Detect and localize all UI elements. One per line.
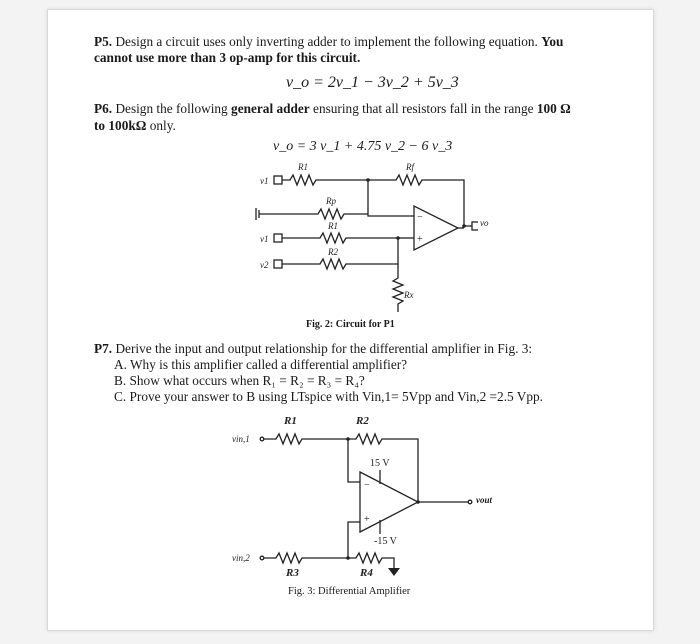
p5-text: Design a circuit uses only inverting adder to implement the following equation. (115, 34, 538, 49)
p7-text: Derive the input and output relationship for the differential amplifier in Fig. 3: (115, 341, 533, 356)
fig2-caption: Fig. 2: Circuit for P1 (306, 319, 395, 330)
label-r4: R4 (360, 567, 373, 579)
terminal-top (274, 176, 282, 184)
p7-item-c: C. Prove your answer to B using LTspice with Vin,1= 5Vpp and Vin,2 =2.5 Vpp. (114, 389, 543, 404)
label-r1-top: R1 (298, 162, 308, 172)
p7-item-b: B. Show what occurs when R₁ = R₂ = R₃ = R₄? (114, 373, 365, 388)
wire-inverting (368, 180, 414, 216)
terminal-vout (468, 500, 472, 504)
opamp-plus: + (364, 514, 370, 525)
p7-line1 (94, 341, 532, 357)
label-r1: R1 (328, 221, 338, 231)
label-r1: R1 (284, 415, 297, 427)
resistor-r2 (282, 238, 398, 269)
label-vin2: vin,2 (232, 553, 250, 563)
p7-item-a: A. Why is this amplifier called a differential amplifier? (114, 357, 408, 372)
resistor-r1-top (282, 175, 368, 185)
p5-equation: v_o = 2v_1 − 3v_2 + 5v_3 (286, 74, 459, 91)
resistor-rx (393, 264, 403, 312)
opamp-plus: + (417, 234, 423, 245)
label-vout: vout (476, 495, 493, 505)
terminal-bot (274, 260, 282, 268)
opamp-minus: − (364, 480, 370, 491)
document-page (47, 9, 654, 631)
terminal-vin2 (260, 556, 264, 560)
p6-line1 (94, 101, 571, 117)
resistor-r1 (264, 434, 348, 444)
p6-number: P6. (94, 101, 113, 116)
label-rp: Rp (326, 196, 336, 206)
p5-line1 (94, 34, 563, 50)
terminal-vin1 (260, 437, 264, 441)
p6-text-bold: general adder (231, 101, 310, 116)
p6-equation: v_o = 3 v_1 + 4.75 v_2 − 6 v_3 (273, 139, 453, 154)
ground-symbol (388, 568, 400, 576)
p6-line2 (94, 118, 176, 134)
fig2-circuit (238, 154, 478, 314)
resistor-r1 (282, 233, 398, 243)
p5-number: P5. (94, 34, 113, 49)
label-vin1: vin,1 (232, 434, 250, 444)
label-vpos: 15 V (370, 458, 390, 469)
label-in-bot: v2 (260, 260, 269, 270)
label-vo: vo (480, 218, 489, 228)
label-r2: R2 (328, 247, 338, 257)
label-r3: R3 (286, 567, 299, 579)
p6-range-start: 100 Ω (536, 101, 571, 116)
p6-range-end: to 100kΩ (94, 118, 147, 133)
node-top (366, 178, 370, 182)
resistor-r3 (264, 553, 348, 563)
wire-inverting (348, 439, 360, 482)
label-in-top: v1 (260, 176, 269, 186)
p7-number: P7. (94, 341, 113, 356)
terminal-out (472, 222, 478, 230)
node-output (416, 500, 420, 504)
resistor-r4 (348, 553, 394, 568)
p6-only: only. (149, 118, 176, 133)
label-r2: R2 (356, 415, 369, 427)
label-vneg: -15 V (374, 536, 397, 547)
resistor-rf (368, 175, 464, 225)
opamp-minus: − (417, 212, 423, 223)
p5-text-bold: You (541, 34, 564, 49)
label-rx: Rx (404, 290, 414, 300)
fig3-caption: Fig. 3: Differential Amplifier (288, 586, 411, 597)
resistor-rp (259, 209, 368, 219)
fig3-circuit (228, 410, 478, 595)
p6-text-b: ensuring that all resistors fall in the range (313, 101, 534, 116)
label-rf: Rf (406, 162, 414, 172)
label-in-mid: v1 (260, 234, 269, 244)
p5-line2: cannot use more than 3 op-amp for this circuit. (94, 50, 361, 65)
p6-text-a: Design the following (115, 101, 228, 116)
terminal-mid (274, 234, 282, 242)
node-plus (396, 236, 400, 240)
wire-noninverting (348, 522, 360, 558)
